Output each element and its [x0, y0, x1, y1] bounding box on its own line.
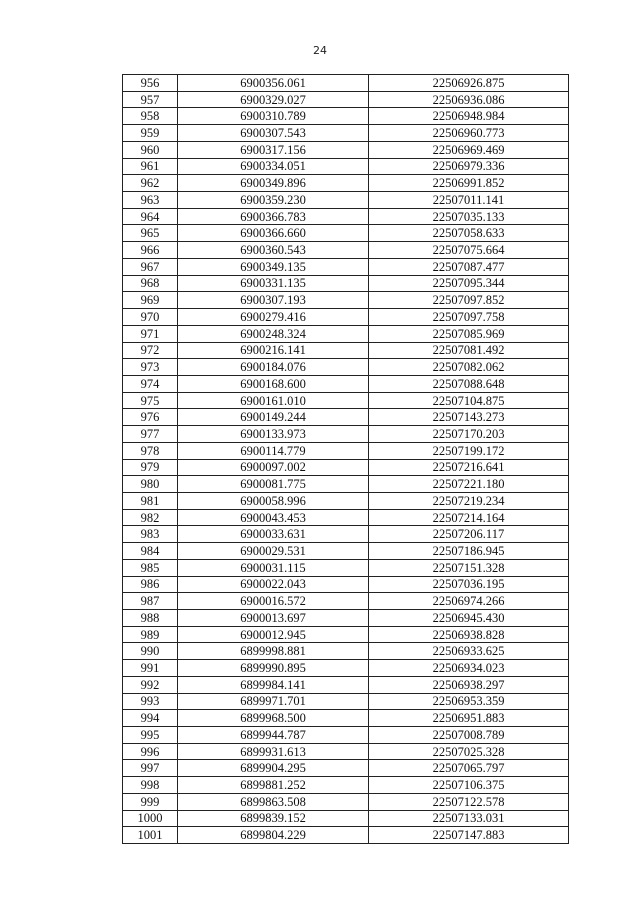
y-coordinate-cell: 22507082.062: [369, 359, 569, 376]
y-coordinate-cell: 22507065.797: [369, 760, 569, 777]
x-coordinate-cell: 6900022.043: [178, 576, 369, 593]
y-coordinate-cell: 22506933.625: [369, 643, 569, 660]
point-number-cell: 998: [123, 777, 178, 794]
y-coordinate-cell: 22506934.023: [369, 660, 569, 677]
x-coordinate-cell: 6900013.697: [178, 610, 369, 627]
point-number-cell: 984: [123, 543, 178, 560]
y-coordinate-cell: 22507147.883: [369, 827, 569, 844]
x-coordinate-cell: 6899881.252: [178, 777, 369, 794]
table-row: [123, 258, 569, 275]
point-number-cell: 989: [123, 626, 178, 643]
table-row: [123, 342, 569, 359]
point-number-cell: 1001: [123, 827, 178, 844]
point-number-cell: 982: [123, 509, 178, 526]
y-coordinate-cell: 22507199.172: [369, 442, 569, 459]
y-coordinate-cell: 22507085.969: [369, 325, 569, 342]
table-row: [123, 409, 569, 426]
x-coordinate-cell: 6900356.061: [178, 75, 369, 92]
y-coordinate-cell: 22507186.945: [369, 543, 569, 560]
x-coordinate-cell: 6899804.229: [178, 827, 369, 844]
table-row: [123, 192, 569, 209]
y-coordinate-cell: 22506948.984: [369, 108, 569, 125]
page-number: 24: [313, 44, 327, 57]
y-coordinate-cell: 22507214.164: [369, 509, 569, 526]
y-coordinate-cell: 22506938.828: [369, 626, 569, 643]
point-number-cell: 967: [123, 258, 178, 275]
table-row: [123, 543, 569, 560]
table-row: [123, 509, 569, 526]
point-number-cell: 964: [123, 208, 178, 225]
point-number-cell: 977: [123, 426, 178, 443]
table-row: [123, 459, 569, 476]
table-row: [123, 225, 569, 242]
point-number-cell: 991: [123, 660, 178, 677]
y-coordinate-cell: 22507008.789: [369, 727, 569, 744]
y-coordinate-cell: 22506926.875: [369, 75, 569, 92]
point-number-cell: 963: [123, 192, 178, 209]
x-coordinate-cell: 6900307.193: [178, 292, 369, 309]
x-coordinate-cell: 6900279.416: [178, 309, 369, 326]
x-coordinate-cell: 6900359.230: [178, 192, 369, 209]
table-row: [123, 359, 569, 376]
point-number-cell: 992: [123, 676, 178, 693]
point-number-cell: 979: [123, 459, 178, 476]
x-coordinate-cell: 6900012.945: [178, 626, 369, 643]
y-coordinate-cell: 22507035.133: [369, 208, 569, 225]
y-coordinate-cell: 22506953.359: [369, 693, 569, 710]
y-coordinate-cell: 22506945.430: [369, 610, 569, 627]
table-row: [123, 442, 569, 459]
y-coordinate-cell: 22507219.234: [369, 492, 569, 509]
x-coordinate-cell: 6899971.701: [178, 693, 369, 710]
point-number-cell: 965: [123, 225, 178, 242]
table-row: [123, 827, 569, 844]
y-coordinate-cell: 22507081.492: [369, 342, 569, 359]
table-row: [123, 777, 569, 794]
x-coordinate-cell: 6900331.135: [178, 275, 369, 292]
y-coordinate-cell: 22507151.328: [369, 559, 569, 576]
y-coordinate-cell: 22506991.852: [369, 175, 569, 192]
x-coordinate-cell: 6899984.141: [178, 676, 369, 693]
y-coordinate-cell: 22507011.141: [369, 192, 569, 209]
x-coordinate-cell: 6900161.010: [178, 392, 369, 409]
x-coordinate-cell: 6900334.051: [178, 158, 369, 175]
x-coordinate-cell: 6900184.076: [178, 359, 369, 376]
x-coordinate-cell: 6900248.324: [178, 325, 369, 342]
table-row: [123, 559, 569, 576]
x-coordinate-cell: 6899968.500: [178, 710, 369, 727]
y-coordinate-cell: 22507036.195: [369, 576, 569, 593]
table-row: [123, 125, 569, 142]
point-number-cell: 983: [123, 526, 178, 543]
x-coordinate-cell: 6900081.775: [178, 476, 369, 493]
y-coordinate-cell: 22507143.273: [369, 409, 569, 426]
point-number-cell: 976: [123, 409, 178, 426]
x-coordinate-cell: 6900216.141: [178, 342, 369, 359]
point-number-cell: 972: [123, 342, 178, 359]
x-coordinate-cell: 6899863.508: [178, 793, 369, 810]
table-row: [123, 175, 569, 192]
y-coordinate-cell: 22507221.180: [369, 476, 569, 493]
table-row: [123, 141, 569, 158]
y-coordinate-cell: 22507087.477: [369, 258, 569, 275]
table-row: [123, 710, 569, 727]
point-number-cell: 974: [123, 375, 178, 392]
table-row: [123, 75, 569, 92]
y-coordinate-cell: 22507075.664: [369, 242, 569, 259]
y-coordinate-cell: 22507097.758: [369, 309, 569, 326]
table-row: [123, 91, 569, 108]
table-row: [123, 593, 569, 610]
table-row: [123, 626, 569, 643]
table-row: [123, 208, 569, 225]
x-coordinate-cell: 6900360.543: [178, 242, 369, 259]
point-number-cell: 969: [123, 292, 178, 309]
point-number-cell: 958: [123, 108, 178, 125]
point-number-cell: 988: [123, 610, 178, 627]
y-coordinate-cell: 22507095.344: [369, 275, 569, 292]
table-row: [123, 158, 569, 175]
x-coordinate-cell: 6900307.543: [178, 125, 369, 142]
point-number-cell: 968: [123, 275, 178, 292]
y-coordinate-cell: 22507104.875: [369, 392, 569, 409]
x-coordinate-cell: 6900317.156: [178, 141, 369, 158]
point-number-cell: 995: [123, 727, 178, 744]
point-number-cell: 978: [123, 442, 178, 459]
x-coordinate-cell: 6900097.002: [178, 459, 369, 476]
point-number-cell: 961: [123, 158, 178, 175]
table-row: [123, 242, 569, 259]
point-number-cell: 973: [123, 359, 178, 376]
y-coordinate-cell: 22506979.336: [369, 158, 569, 175]
table-row: [123, 392, 569, 409]
y-coordinate-cell: 22506936.086: [369, 91, 569, 108]
coordinates-table-body: [123, 75, 569, 844]
x-coordinate-cell: 6900310.789: [178, 108, 369, 125]
y-coordinate-cell: 22507216.641: [369, 459, 569, 476]
y-coordinate-cell: 22507106.375: [369, 777, 569, 794]
table-row: [123, 676, 569, 693]
table-row: [123, 727, 569, 744]
point-number-cell: 987: [123, 593, 178, 610]
x-coordinate-cell: 6900329.027: [178, 91, 369, 108]
x-coordinate-cell: 6899998.881: [178, 643, 369, 660]
x-coordinate-cell: 6900366.783: [178, 208, 369, 225]
x-coordinate-cell: 6900149.244: [178, 409, 369, 426]
table-row: [123, 576, 569, 593]
x-coordinate-cell: 6899839.152: [178, 810, 369, 827]
x-coordinate-cell: 6899931.613: [178, 743, 369, 760]
x-coordinate-cell: 6899904.295: [178, 760, 369, 777]
table-row: [123, 660, 569, 677]
table-row: [123, 325, 569, 342]
point-number-cell: 997: [123, 760, 178, 777]
table-row: [123, 275, 569, 292]
x-coordinate-cell: 6900031.115: [178, 559, 369, 576]
x-coordinate-cell: 6900168.600: [178, 375, 369, 392]
point-number-cell: 960: [123, 141, 178, 158]
point-number-cell: 1000: [123, 810, 178, 827]
x-coordinate-cell: 6900349.896: [178, 175, 369, 192]
table-row: [123, 743, 569, 760]
point-number-cell: 986: [123, 576, 178, 593]
table-row: [123, 760, 569, 777]
y-coordinate-cell: 22507206.117: [369, 526, 569, 543]
x-coordinate-cell: 6900043.453: [178, 509, 369, 526]
table-row: [123, 309, 569, 326]
point-number-cell: 985: [123, 559, 178, 576]
point-number-cell: 959: [123, 125, 178, 142]
table-row: [123, 643, 569, 660]
y-coordinate-cell: 22506960.773: [369, 125, 569, 142]
table-row: [123, 810, 569, 827]
y-coordinate-cell: 22506938.297: [369, 676, 569, 693]
point-number-cell: 970: [123, 309, 178, 326]
x-coordinate-cell: 6899944.787: [178, 727, 369, 744]
table-row: [123, 108, 569, 125]
table-row: [123, 476, 569, 493]
point-number-cell: 993: [123, 693, 178, 710]
point-number-cell: 966: [123, 242, 178, 259]
point-number-cell: 999: [123, 793, 178, 810]
y-coordinate-cell: 22506969.469: [369, 141, 569, 158]
y-coordinate-cell: 22507025.328: [369, 743, 569, 760]
table-row: [123, 793, 569, 810]
point-number-cell: 981: [123, 492, 178, 509]
x-coordinate-cell: 6900114.779: [178, 442, 369, 459]
y-coordinate-cell: 22506951.883: [369, 710, 569, 727]
table-row: [123, 693, 569, 710]
y-coordinate-cell: 22507133.031: [369, 810, 569, 827]
y-coordinate-cell: 22506974.266: [369, 593, 569, 610]
table-row: [123, 492, 569, 509]
y-coordinate-cell: 22507170.203: [369, 426, 569, 443]
x-coordinate-cell: 6900029.531: [178, 543, 369, 560]
point-number-cell: 990: [123, 643, 178, 660]
point-number-cell: 996: [123, 743, 178, 760]
table-row: [123, 375, 569, 392]
table-row: [123, 610, 569, 627]
y-coordinate-cell: 22507097.852: [369, 292, 569, 309]
point-number-cell: 957: [123, 91, 178, 108]
point-number-cell: 962: [123, 175, 178, 192]
coordinates-table: [122, 74, 569, 844]
x-coordinate-cell: 6900058.996: [178, 492, 369, 509]
table-row: [123, 292, 569, 309]
x-coordinate-cell: 6900033.631: [178, 526, 369, 543]
x-coordinate-cell: 6900349.135: [178, 258, 369, 275]
point-number-cell: 971: [123, 325, 178, 342]
point-number-cell: 956: [123, 75, 178, 92]
x-coordinate-cell: 6900366.660: [178, 225, 369, 242]
y-coordinate-cell: 22507088.648: [369, 375, 569, 392]
table-row: [123, 426, 569, 443]
x-coordinate-cell: 6900133.973: [178, 426, 369, 443]
point-number-cell: 975: [123, 392, 178, 409]
y-coordinate-cell: 22507058.633: [369, 225, 569, 242]
x-coordinate-cell: 6900016.572: [178, 593, 369, 610]
point-number-cell: 980: [123, 476, 178, 493]
point-number-cell: 994: [123, 710, 178, 727]
x-coordinate-cell: 6899990.895: [178, 660, 369, 677]
table-row: [123, 526, 569, 543]
y-coordinate-cell: 22507122.578: [369, 793, 569, 810]
